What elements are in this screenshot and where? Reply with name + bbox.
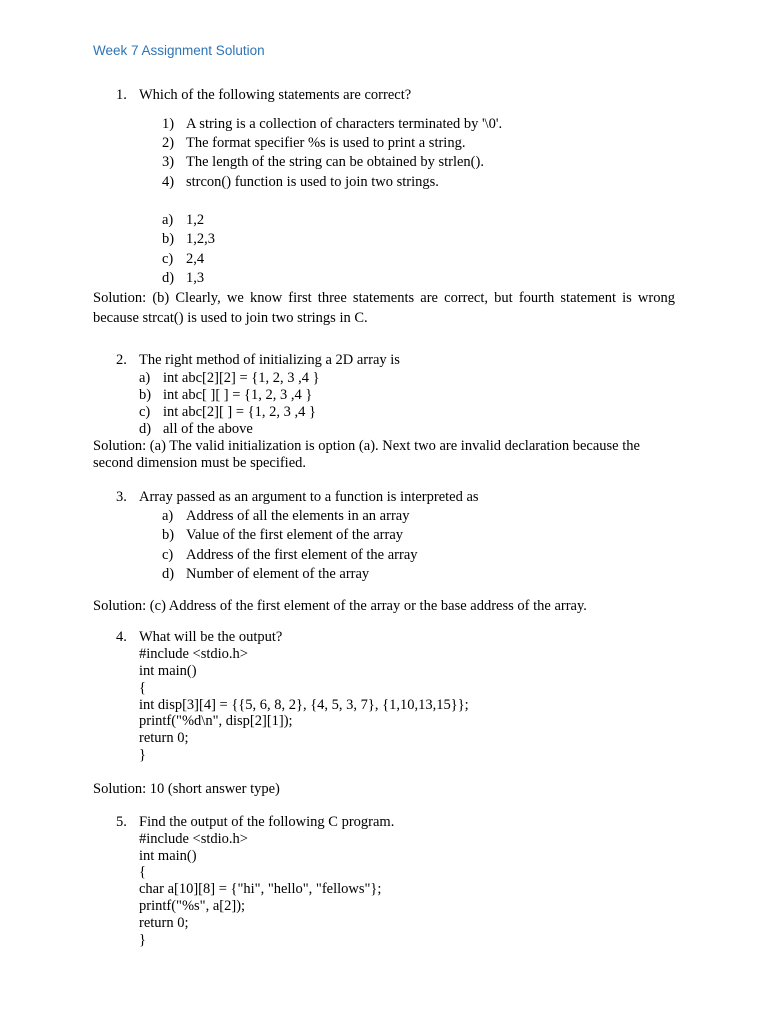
- option-text: int abc[2][2] = {1, 2, 3 ,4 }: [163, 370, 320, 386]
- code-line: printf("%s", a[2]);: [139, 898, 246, 914]
- code-line: return 0;: [139, 730, 189, 746]
- option-text: 1,2,3: [186, 231, 215, 247]
- code-line: int main(): [139, 848, 197, 864]
- solution-text: Solution: (b) Clearly, we know first three statements are correct, but fourth statement is wrong because strcat() is used to join two strings in C.: [93, 290, 675, 326]
- question-number: 2.: [116, 352, 127, 368]
- code-line: }: [139, 747, 146, 763]
- question-text: Which of the following statements are correct?: [139, 87, 412, 103]
- option-text: Number of element of the array: [186, 566, 370, 582]
- solution-text: Solution: 10 (short answer type): [93, 781, 280, 797]
- code-line: return 0;: [139, 915, 189, 931]
- page-header: Week 7 Assignment Solution: [93, 43, 265, 58]
- solution-text: Solution: (a) The valid initialization is option (a). Next two are invalid declaration because the second dimension must be specified.: [93, 438, 640, 471]
- option-letter: d): [162, 270, 175, 286]
- statement-number: 4): [162, 174, 175, 190]
- statement-number: 2): [162, 135, 175, 151]
- question-text: Find the output of the following C program.: [139, 814, 395, 830]
- question-number: 5.: [116, 814, 127, 830]
- question-text: What will be the output?: [139, 629, 283, 645]
- option-letter: c): [139, 404, 151, 420]
- option-letter: c): [162, 251, 174, 267]
- question-text: Array passed as an argument to a function is interpreted as: [139, 489, 479, 505]
- question-number: 3.: [116, 489, 127, 505]
- option-letter: b): [139, 387, 152, 403]
- code-line: int disp[3][4] = {{5, 6, 8, 2}, {4, 5, 3, 7}, {1,10,13,15}};: [139, 697, 469, 713]
- option-text: 1,2: [186, 212, 205, 228]
- option-text: 2,4: [186, 251, 205, 267]
- option-letter: b): [162, 527, 175, 543]
- option-letter: a): [162, 508, 174, 524]
- statement-text: The length of the string can be obtained by strlen().: [186, 154, 484, 170]
- option-letter: a): [162, 212, 174, 228]
- option-text: int abc[ ][ ] = {1, 2, 3 ,4 }: [163, 387, 313, 403]
- code-line: }: [139, 932, 146, 948]
- option-text: Address of the first element of the array: [186, 547, 418, 563]
- option-text: all of the above: [163, 421, 253, 437]
- option-text: Value of the first element of the array: [186, 527, 404, 543]
- option-text: Address of all the elements in an array: [186, 508, 410, 524]
- option-letter: c): [162, 547, 174, 563]
- question-number: 1.: [116, 87, 127, 103]
- code-line: printf("%d\n", disp[2][1]);: [139, 713, 293, 729]
- option-letter: a): [139, 370, 151, 386]
- code-line: {: [139, 680, 146, 696]
- option-text: 1,3: [186, 270, 205, 286]
- option-letter: d): [139, 421, 152, 437]
- statement-number: 3): [162, 154, 175, 170]
- code-line: #include <stdio.h>: [139, 646, 248, 662]
- option-text: int abc[2][ ] = {1, 2, 3 ,4 }: [163, 404, 316, 420]
- option-letter: d): [162, 566, 175, 582]
- question-text: The right method of initializing a 2D array is: [139, 352, 400, 368]
- statement-number: 1): [162, 116, 175, 132]
- code-line: char a[10][8] = {"hi", "hello", "fellows"};: [139, 881, 382, 897]
- solution-text: Solution: (c) Address of the first element of the array or the base address of the array.: [93, 598, 587, 614]
- code-line: int main(): [139, 663, 197, 679]
- statement-text: strcon() function is used to join two strings.: [186, 174, 439, 190]
- question-number: 4.: [116, 629, 127, 645]
- statement-text: A string is a collection of characters terminated by '\0'.: [186, 116, 503, 132]
- statement-text: The format specifier %s is used to print a string.: [186, 135, 466, 151]
- code-line: {: [139, 864, 146, 880]
- option-letter: b): [162, 231, 175, 247]
- code-line: #include <stdio.h>: [139, 831, 248, 847]
